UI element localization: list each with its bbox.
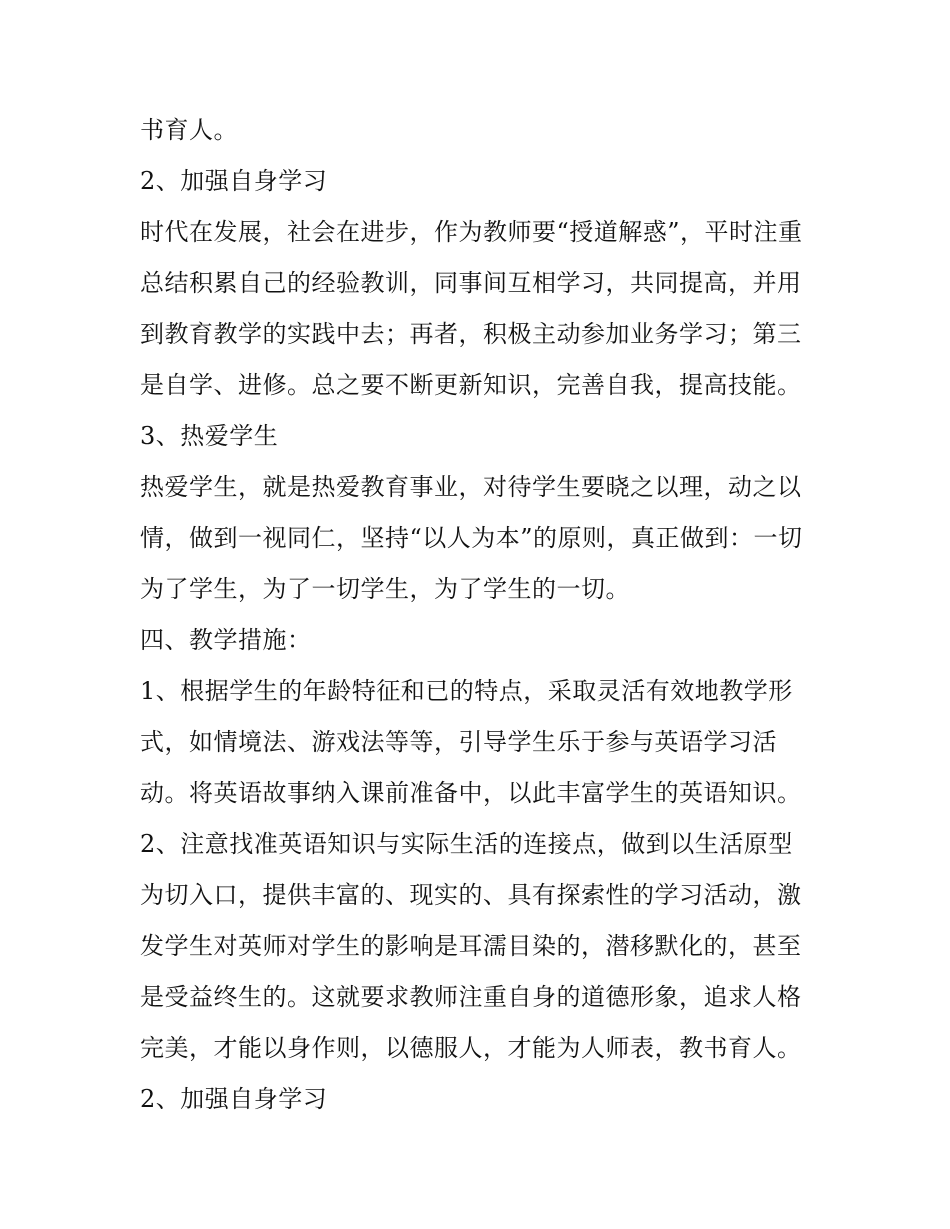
text-line: 总结积累自己的经验教训，同事间互相学习，共同提高，并用 xyxy=(140,269,802,297)
text-line: 为了学生，为了一切学生，为了学生的一切。 xyxy=(140,575,630,603)
text-line: 书育人。 xyxy=(140,116,238,144)
section-heading: 2、加强自身学习 xyxy=(140,167,328,195)
text-line: 2、注意找准英语知识与实际生活的连接点，做到以生活原型 xyxy=(140,830,793,858)
text-line: 为切入口，提供丰富的、现实的、具有探索性的学习活动，激 xyxy=(140,881,802,909)
text-line: 情，做到一视同仁，坚持“以人为本”的原则，真正做到：一切 xyxy=(140,524,803,552)
text-line: 发学生对英师对学生的影响是耳濡目染的，潜移默化的，甚至 xyxy=(140,932,802,960)
text-line: 动。将英语故事纳入课前准备中，以此丰富学生的英语知识。 xyxy=(140,779,802,807)
section-heading: 2、加强自身学习 xyxy=(140,1085,328,1113)
section-heading: 四、教学措施： xyxy=(140,626,312,654)
text-line: 到教育教学的实践中去；再者，积极主动参加业务学习；第三 xyxy=(140,320,802,348)
text-line: 式，如情境法、游戏法等等，引导学生乐于参与英语学习活 xyxy=(140,728,777,756)
text-line: 完美，才能以身作则，以德服人，才能为人师表，教书育人。 xyxy=(140,1034,802,1062)
text-line: 是受益终生的。这就要求教师注重自身的道德形象，追求人格 xyxy=(140,983,802,1011)
text-line: 热爱学生，就是热爱教育事业，对待学生要晓之以理，动之以 xyxy=(140,473,802,501)
text-line: 时代在发展，社会在进步，作为教师要“授道解惑”，平时注重 xyxy=(140,218,803,246)
document-body xyxy=(140,105,830,1125)
text-line: 1、根据学生的年龄特征和已的特点，采取灵活有效地教学形 xyxy=(140,677,793,705)
section-heading: 3、热爱学生 xyxy=(140,422,279,450)
text-line: 是自学、进修。总之要不断更新知识，完善自我，提高技能。 xyxy=(140,371,802,399)
